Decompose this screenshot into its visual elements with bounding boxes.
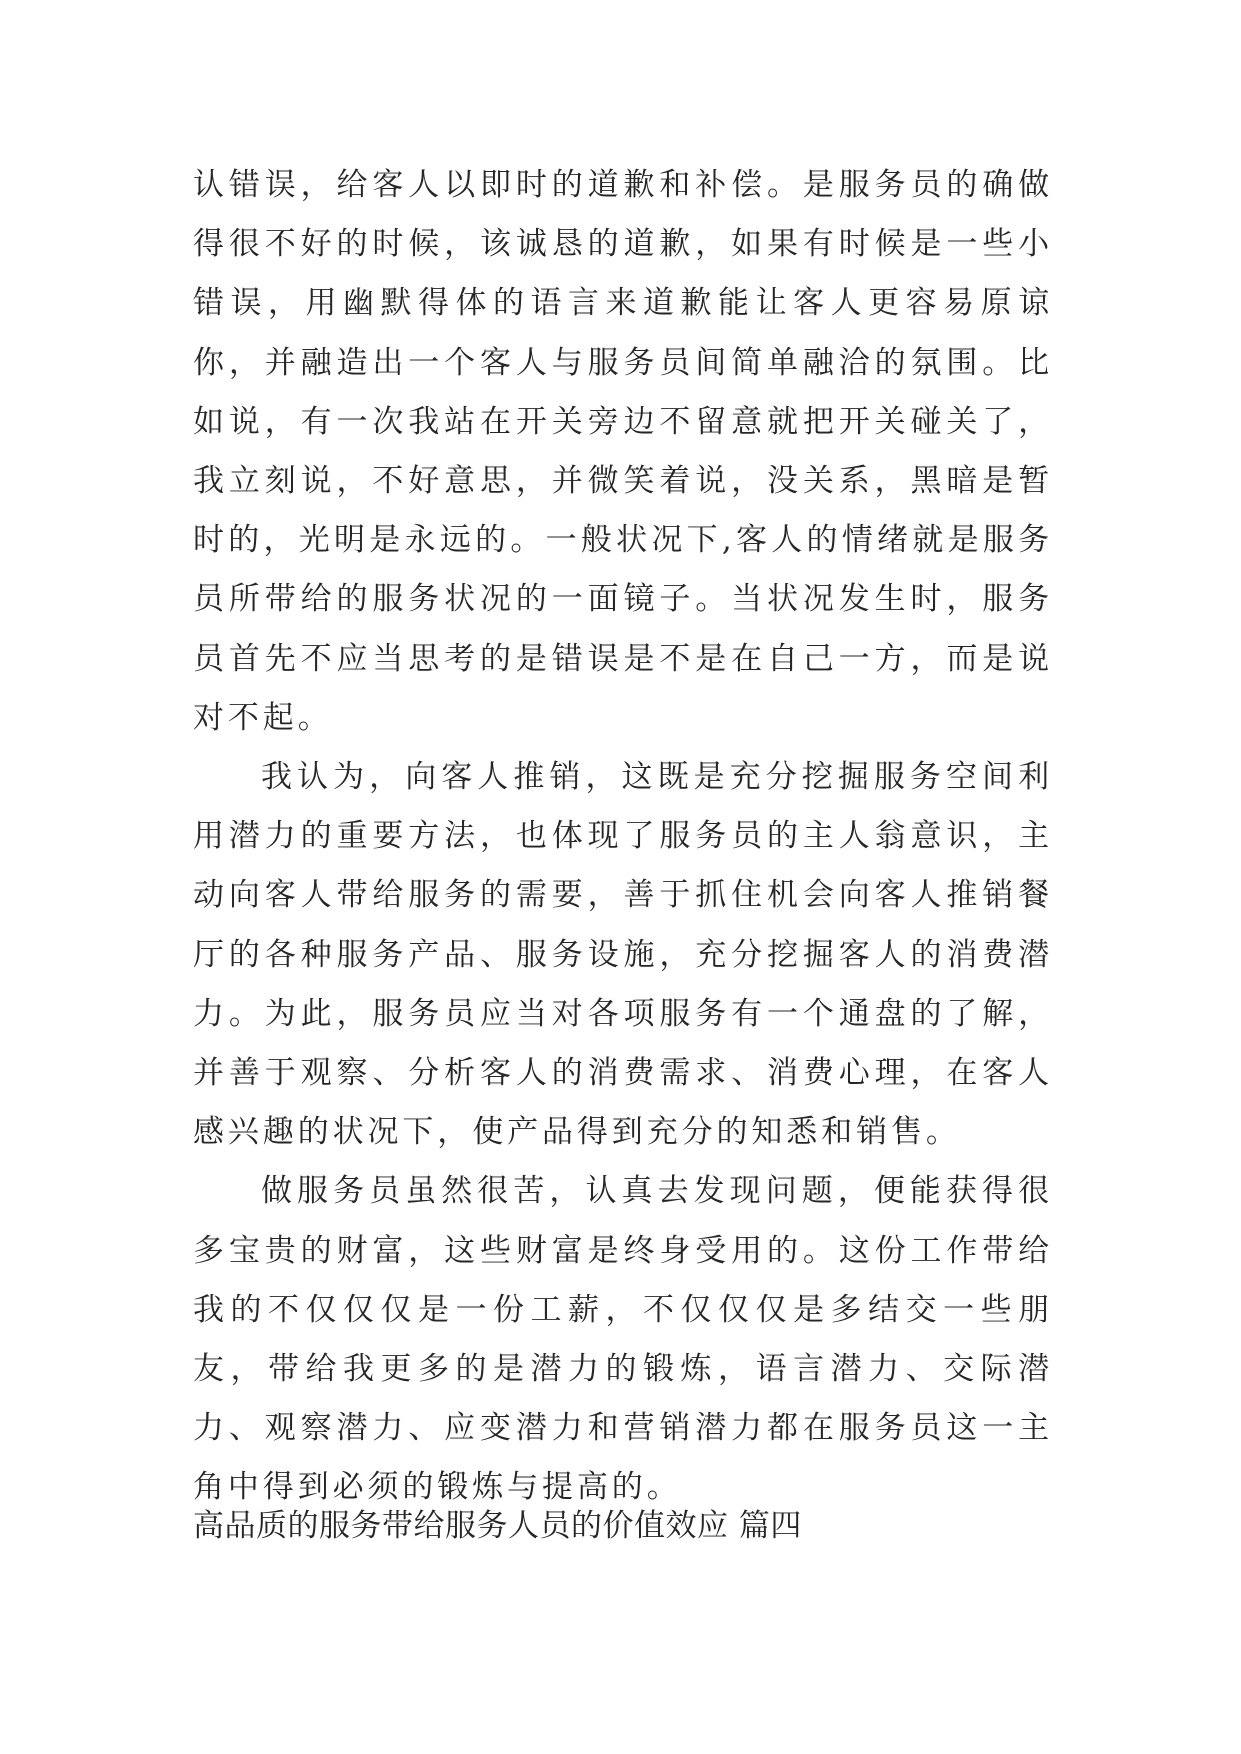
section-heading: 高品质的服务带给服务人员的价值效应 篇四	[193, 1508, 802, 1544]
body-text	[193, 156, 1053, 1518]
paragraph-apology: 认错误，给客人以即时的道歉和补偿。是服务员的确做得很不好的时候，该诚恳的道歉，如果有时候是一些小错误，用幽默得体的语言来道歉能让客人更容易原谅你，并融造出一个客人与服务员间简单融洽的氛围。比如说，有一次我站在开关旁边不留意就把开关碰关了，我立刻说，不好意思，并微笑着说，没关系，黑暗是暂时的，光明是永远的。一般状况下,客人的情绪就是服务员所带给的服务状况的一面镜子。当状况发生时，服务员首先不应当思考的是错误是不是在自己一方，而是说对不起。	[193, 167, 1053, 736]
paragraph-reflection: 做服务员虽然很苦，认真去发现问题，便能获得很多宝贵的财富，这些财富是终身受用的。这份工作带给我的不仅仅仅是一份工薪，不仅仅仅是多结交一些朋友，带给我更多的是潜力的锻炼，语言潜力、交际潜力、观察潜力、应变潜力和营销潜力都在服务员这一主角中得到必须的锻炼与提高的。	[193, 1173, 1053, 1506]
paragraph-promotion: 我认为，向客人推销，这既是充分挖掘服务空间利用潜力的重要方法，也体现了服务员的主人翁意识，主动向客人带给服务的需要，善于抓住机会向客人推销餐厅的各种服务产品、服务设施，充分挖掘客人的消费潜力。为此，服务员应当对各项服务有一个通盘的了解，并善于观察、分析客人的消费需求、消费心理，在客人感兴趣的状况下，使产品得到充分的知悉和销售。	[193, 759, 1053, 1151]
